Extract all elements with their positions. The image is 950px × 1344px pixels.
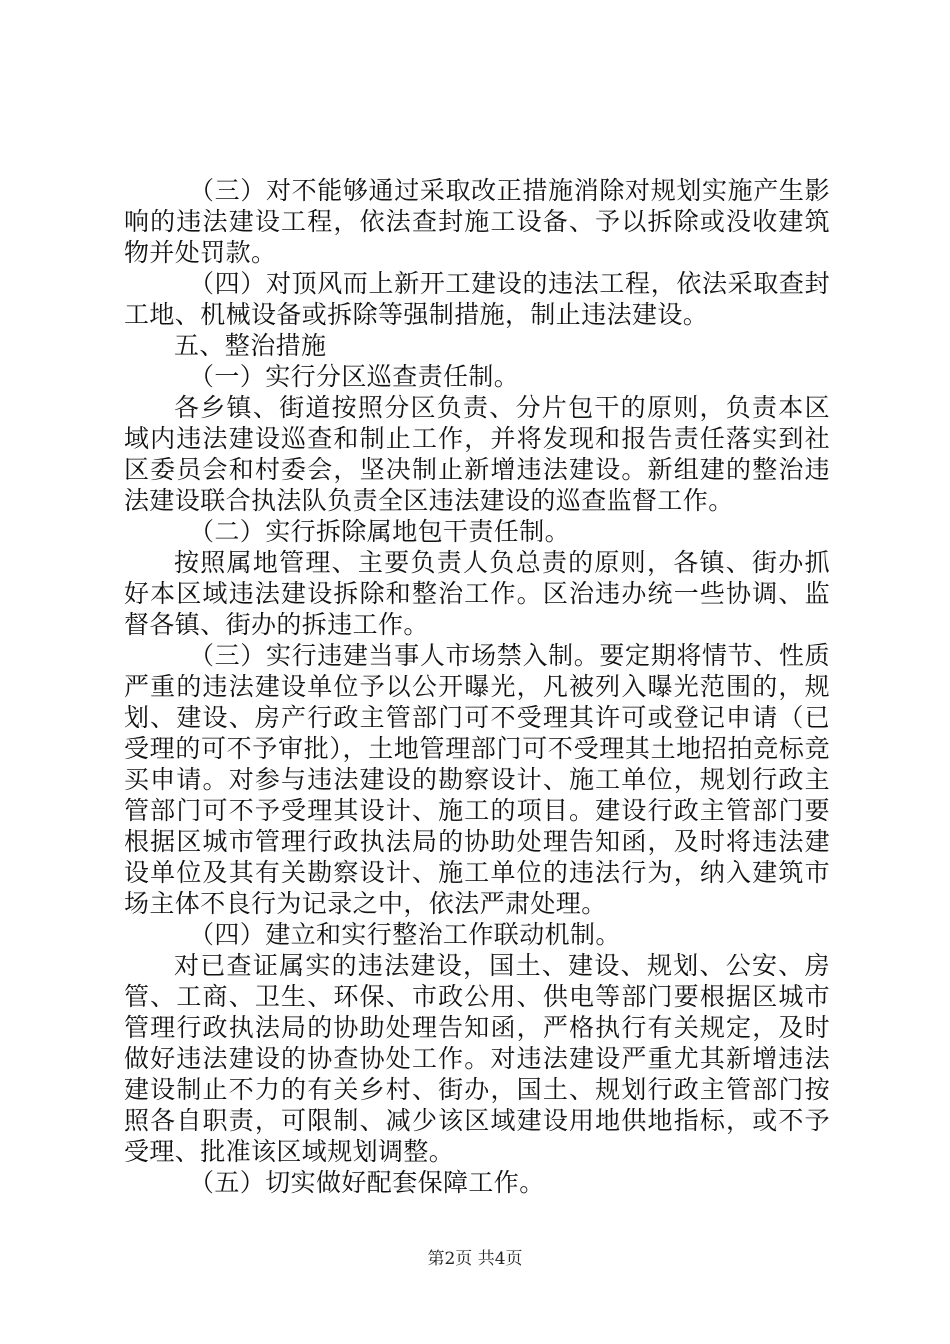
paragraph-new-construction: （四）对顶风而上新开工建设的违法工程，依法采取查封工地、机械设备或拆除等强制措施，制止违法建设。 xyxy=(124,269,830,329)
paragraph-seizure-demolition: （三）对不能够通过采取改正措施消除对规划实施产生影响的违法建设工程，依法查封施工设备、予以拆除或没收建筑物并处罚款。 xyxy=(124,176,830,267)
subheading-support-work: （五）切实做好配套保障工作。 xyxy=(189,1168,545,1197)
section-heading-measures: 五、整治措施 xyxy=(174,331,327,360)
subheading-linkage-mechanism: （四）建立和实行整治工作联动机制。 xyxy=(189,920,621,949)
subheading-patrol-responsibility: （一）实行分区巡查责任制。 xyxy=(189,362,520,391)
paragraph-patrol-details: 各乡镇、街道按照分区负责、分片包干的原则，负责本区域内违法建设巡查和制止工作，并将发现和报告责任落实到社区委员会和村委会，坚决制止新增违法建设。新组建的整治违法建设联合执法队负责全区违法建设的巡查监督工作。 xyxy=(124,393,830,515)
paragraph-linkage-details: 对已查证属实的违法建设，国土、建设、规划、公安、房管、工商、卫生、环保、市政公用、供电等部门要根据区城市管理行政执法局的协助处理告知函，严格执行有关规定，及时做好违法建设的协查协处工作。对违法建设严重尤其新增违法建设制止不力的有关乡村、街办，国土、规划行政主管部门按照各自职责，可限制、减少该区域建设用地供地指标，或不予受理、批准该区域规划调整。 xyxy=(124,951,830,1166)
subheading-demolition-responsibility: （二）实行拆除属地包干责任制。 xyxy=(189,517,571,546)
document-body xyxy=(124,175,830,1198)
page-number-footer: 第2页 共4页 xyxy=(427,1249,523,1269)
paragraph-demolition-details: 按照属地管理、主要负责人负总责的原则，各镇、街办抓好本区域违法建设拆除和整治工作。区治违办统一些协调、监督各镇、街办的拆违工作。 xyxy=(124,548,830,639)
paragraph-market-ban: （三）实行违建当事人市场禁入制。要定期将情节、性质严重的违法建设单位予以公开曝光，凡被列入曝光范围的，规划、建设、房产行政主管部门可不受理其许可或登记申请（已受理的可不予审批），土地管理部门可不受理其土地招拍竞标竞买申请。对参与违法建设的勘察设计、施工单位，规划行政主管部门可不予受理其设计、施工的项目。建设行政主管部门要根据区城市管理行政执法局的协助处理告知函，及时将违法建设单位及其有关勘察设计、施工单位的违法行为，纳入建筑市场主体不良行为记录之中，依法严肃处理。 xyxy=(124,641,830,918)
